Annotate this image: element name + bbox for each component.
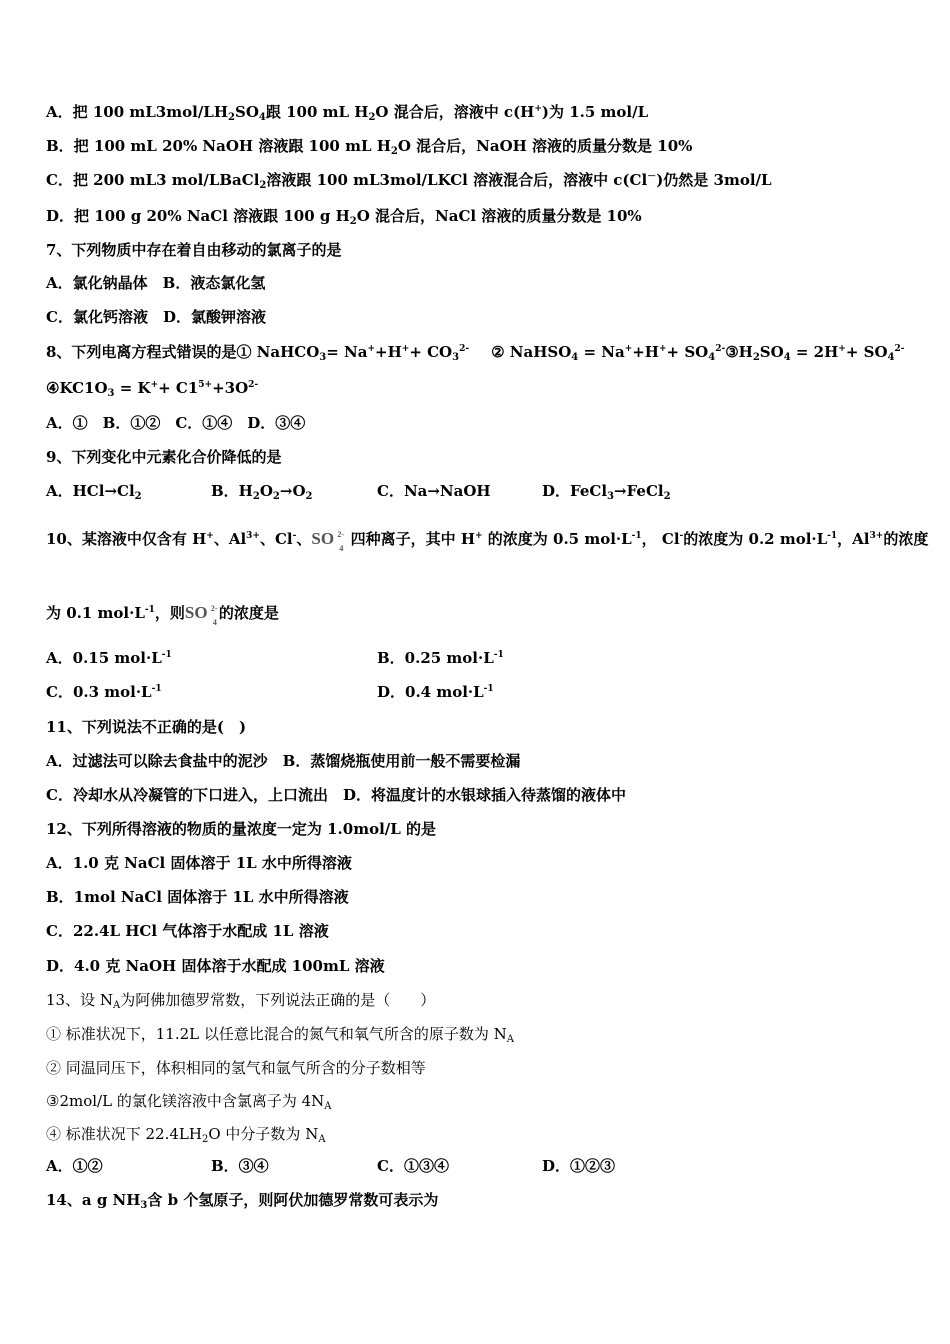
q10-option-a: A．0.15 $mol\cdot L^{-1}$ xyxy=(46,649,172,667)
q9-option-c: C．Na→NaOH xyxy=(377,482,491,500)
q6-option-c: C．把 200 mL3 mol/LBaCl$_2$溶液跟 100 mL3mol/LKCl 溶液混合后，溶液中 c(Cl－)仍然是 3mol/L xyxy=(46,171,772,191)
q7-options-ab: A．氯化钠晶体 B．液态氯化氢 xyxy=(46,274,266,292)
q9-option-b: B．$H_2O_2\to O_2$ xyxy=(211,482,313,502)
q7-options-cd: C．氯化钙溶液 D．氯酸钾溶液 xyxy=(46,308,266,326)
sulfate-ion-formula: SO 2- 4 xyxy=(311,529,345,553)
q12-option-c: C．22.4L HCl 气体溶于水配成 1L 溶液 xyxy=(46,922,329,940)
q11-stem: 11、下列说法不正确的是( ) xyxy=(46,718,247,736)
q14-stem: 14、a g $NH_3$含 b 个氢原子，则阿伏加德罗常数可表示为 xyxy=(46,1191,439,1211)
q13-statement-4: ④ 标准状况下 $22.4LH_2O$ 中分子数为 $N_A$ xyxy=(46,1125,326,1145)
q6-option-d: D．把 100 g 20% NaCl 溶液跟 100 g $H_2O$ 混合后，NaCl 溶液的质量分数是 10% xyxy=(46,207,642,227)
q13-stem: 13、设 $N_A$为阿佛加德罗常数，下列说法正确的是（ ） xyxy=(46,991,436,1011)
q13-statement-3: ③2mol/L 的氯化镁溶液中含氯离子为 $4N_A$ xyxy=(46,1092,332,1112)
q10-option-c: C．0.3 $mol\cdot L^{-1}$ xyxy=(46,683,162,701)
q13-option-a: A．①② xyxy=(46,1157,103,1175)
q12-option-d: D．4.0 克 NaOH 固体溶于水配成 100mL 溶液 xyxy=(46,957,385,975)
q13-statement-2: ② 同温同压下，体积相同的氢气和氩气所含的分子数相等 xyxy=(46,1059,426,1077)
q10-stem-cont: 为 0.1 $mol\cdot L^{-1}$，则 SO 2- 4 的浓度是 xyxy=(46,603,279,627)
q13-option-b: B．③④ xyxy=(211,1157,269,1175)
q8-options: A．① B．①② C．①④ D．③④ xyxy=(46,414,306,432)
q12-stem: 12、下列所得溶液的物质的量浓度一定为 1.0mol/L 的是 xyxy=(46,820,437,838)
q13-option-c: C．①③④ xyxy=(377,1157,449,1175)
q9-stem: 9、下列变化中元素化合价降低的是 xyxy=(46,448,282,466)
q13-statement-1: ① 标准状况下，11.2L 以任意比混合的氮气和氧气所含的原子数为 $N_A$ xyxy=(46,1025,515,1045)
q11-options-ab: A．过滤法可以除去食盐中的泥沙 B．蒸馏烧瓶使用前一般不需要检漏 xyxy=(46,752,521,770)
q8-stem: 8、下列电离方程式错误的是① NaHCO$_3$= $Na^++H^++ CO_3^{2-}$ ② NaHSO$_4$ = $Na^++H^++ SO_4^{2-}③H_2SO_4 = 2H^++ SO_4^{2-}$ xyxy=(46,343,905,363)
q12-option-b: B．1mol NaCl 固体溶于 1L 水中所得溶液 xyxy=(46,888,349,906)
q6-option-b: B．把 100 mL 20% NaOH 溶液跟 100 mL $H_2O$ 混合后，NaOH 溶液的质量分数是 10% xyxy=(46,137,693,157)
q9-option-d: D．FeCl$_3$→FeCl$_2$ xyxy=(542,482,671,502)
q10-option-b: B．0.25 $mol\cdot L^{-1}$ xyxy=(377,649,504,667)
q6-option-a: A．把 100 $mL3mol/LH_2SO_4$跟 100 mL $H_2O$ 混合后，溶液中 c(H+)为 1.5 mol/L xyxy=(46,103,649,123)
q7-stem: 7、下列物质中存在着自由移动的氯离子的是 xyxy=(46,241,342,259)
q8-equation-4: $④KC1O_3 = K^++ C1^{5+}+3O^{2-}$ xyxy=(46,379,259,399)
q13-option-d: D．①②③ xyxy=(542,1157,616,1175)
q11-options-cd: C．冷却水从冷凝管的下口进入，上口流出 D．将温度计的水银球插入待蒸馏的液体中 xyxy=(46,786,626,804)
q12-option-a: A．1.0 克 NaCl 固体溶于 1L 水中所得溶液 xyxy=(46,854,352,872)
sulfate-ion-formula: SO 2- 4 xyxy=(184,603,218,627)
q10-stem: 10、某溶液中仅含有 H+、$Al^{3+}$、Cl-、 SO 2- 4 四种离子，其中 H+ 的浓度为 0.5 $mol\cdot L^{-1}$， Cl-的浓度为 0.2 $mol\cdot L^{-1}$，$Al^{3+}$的浓度 xyxy=(46,529,929,553)
q10-option-d: D．0.4 $mol\cdot L^{-1}$ xyxy=(377,683,494,701)
q9-option-a: A．$HCl\to Cl_2$ xyxy=(46,482,142,502)
